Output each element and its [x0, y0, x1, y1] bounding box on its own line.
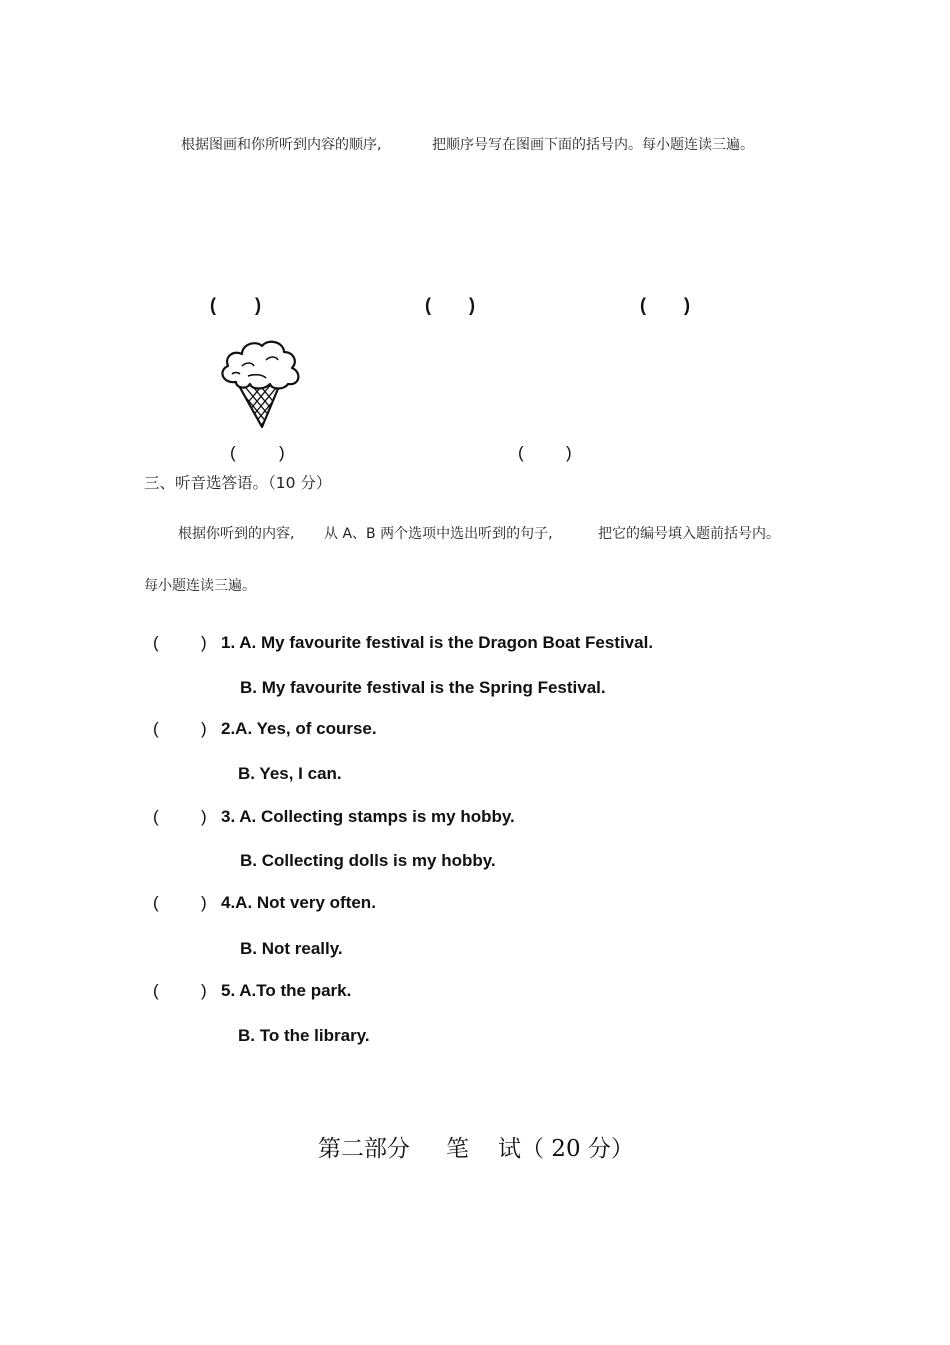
answer-bracket-close: ) — [279, 443, 285, 462]
part2-title-a: 第二部分 — [318, 1136, 410, 1162]
question-4-option-b: B. Not really. — [240, 939, 343, 958]
answer-bracket-open: ( — [210, 295, 216, 315]
question-5-option-b: B. To the library. — [238, 1026, 370, 1045]
section3-instruction-part3: 把它的编号填入题前括号内。 — [598, 526, 780, 542]
question-4-option-a: 4.A. Not very often. — [221, 893, 376, 912]
section3-instruction-part1: 根据你听到的内容, — [178, 526, 295, 542]
answer-bracket-open: ( — [153, 807, 159, 826]
answer-bracket-close: ) — [255, 295, 261, 315]
answer-bracket-close: ) — [201, 633, 207, 652]
question-1-option-a: 1. A. My favourite festival is the Dragon Boat Festival. — [221, 633, 654, 652]
section3-instruction-part2: 从 A、B 两个选项中选出听到的句子, — [324, 526, 553, 542]
section2-instruction-part1: 根据图画和你所听到内容的顺序, — [181, 137, 382, 153]
answer-bracket-close: ) — [201, 807, 207, 826]
answer-bracket-open: ( — [153, 633, 159, 652]
answer-bracket-open: ( — [153, 893, 159, 912]
section2-instruction-part2: 把顺序号写在图画下面的括号内。每小题连读三遍。 — [432, 137, 754, 153]
question-3-option-a: 3. A. Collecting stamps is my hobby. — [221, 807, 515, 826]
part2-title-c: 试（ 20 分） — [498, 1136, 634, 1162]
answer-bracket-close: ) — [469, 295, 475, 315]
answer-bracket-open: ( — [230, 443, 236, 462]
answer-bracket-open: ( — [425, 295, 431, 315]
section3-instruction-line2: 每小题连读三遍。 — [144, 578, 256, 594]
ice-cream-icon — [218, 336, 304, 430]
answer-bracket-close: ) — [201, 893, 207, 912]
question-1-option-b: B. My favourite festival is the Spring Festival. — [240, 678, 606, 697]
answer-bracket-close: ) — [201, 719, 207, 738]
answer-bracket-close: ) — [566, 443, 572, 462]
question-2-option-b: B. Yes, I can. — [238, 764, 342, 783]
question-5-option-a: 5. A.To the park. — [221, 981, 352, 1000]
answer-bracket-open: ( — [153, 719, 159, 738]
answer-bracket-open: ( — [153, 981, 159, 1000]
question-2-option-a: 2.A. Yes, of course. — [221, 719, 377, 738]
answer-bracket-close: ) — [684, 295, 690, 315]
part2-title-b: 笔 — [446, 1136, 469, 1162]
question-3-option-b: B. Collecting dolls is my hobby. — [240, 851, 496, 870]
answer-bracket-close: ) — [201, 981, 207, 1000]
answer-bracket-open: ( — [518, 443, 524, 462]
answer-bracket-open: ( — [640, 295, 646, 315]
section3-title: 三、听音选答语。（10 分） — [144, 474, 332, 492]
